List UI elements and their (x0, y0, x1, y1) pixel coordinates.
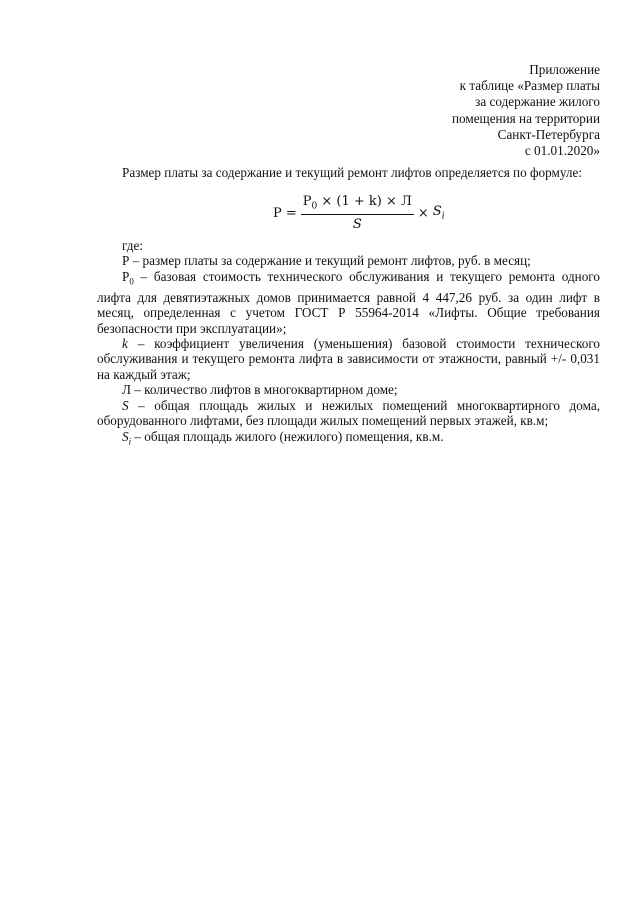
term-letter: Л (122, 382, 131, 398)
definition-text: – количество лифтов в многоквартирном доме; (130, 382, 398, 398)
formula-numerator-p: P (302, 194, 312, 210)
formula (273, 193, 445, 233)
appendix-line: за содержание жилого (475, 94, 600, 110)
definition-text: – общая площадь жилых и нежилых помещений многоквартирного дома, оборудованного лифтами, без площади жилых помещений первых этажей, кв.м; (97, 397, 600, 429)
intro-sentence: Размер платы за содержание и текущий ремонт лифтов определяется по формуле: (122, 165, 582, 180)
formula-denominator: S (352, 216, 362, 232)
formula-fraction (301, 194, 414, 232)
formula-numerator-p-sub: 0 (311, 201, 318, 212)
definitions (97, 238, 600, 450)
term-letter: k (122, 336, 128, 352)
appendix-header (452, 62, 600, 159)
definition-term (122, 428, 132, 447)
definition-item (97, 398, 600, 429)
appendix-line: с 01.01.2020» (524, 143, 600, 159)
formula-numerator-rest: × (1 + k) × Л (317, 194, 412, 210)
formula-rhs-letter: S (432, 204, 442, 220)
appendix-line: помещения на территории (451, 110, 600, 126)
definition-item (97, 429, 600, 450)
term-subscript: 0 (129, 276, 134, 287)
definition-text: – коэффициент увеличения (уменьшения) базовой стоимости технического обслуживания и текущего ремонта лифта в зависимости от этажности, равный +/- 0,031 на каждый этаж; (97, 336, 600, 382)
term-letter: Р (122, 268, 130, 284)
definition-term (122, 268, 134, 287)
definition-item (97, 253, 600, 268)
appendix-line: Санкт-Петербурга (497, 126, 600, 142)
term-subscript: i (128, 436, 132, 447)
definition-item (97, 269, 600, 336)
formula-numerator (301, 194, 414, 215)
definition-text: – общая площадь жилого (нежилого) помещения, кв.м. (131, 428, 444, 444)
definition-term (122, 398, 129, 413)
definition-item (97, 382, 600, 397)
definition-text: – размер платы за содержание и текущий ремонт лифтов, руб. в месяц; (129, 253, 531, 269)
formula-times: × (417, 205, 429, 221)
appendix-line: к таблице «Размер платы (459, 78, 600, 94)
formula-rhs-var (433, 204, 445, 222)
definition-text: – базовая стоимость технического обслуживания и текущего ремонта одного лифта для девятиэтажных домов принимается равной 4 447,26 руб. за один лифт в месяц, определенная с учетом ГОСТ Р 55964-2014 «Лифты. Общие требования безопасности при эксплуатации»; (97, 268, 600, 336)
definitions-intro: где: (122, 238, 143, 253)
definition-item (97, 336, 600, 382)
definition-term (122, 382, 131, 397)
term-letter: S (122, 397, 129, 413)
term-letter: S (122, 428, 129, 444)
term-letter: Р (122, 253, 130, 269)
formula-lhs: P = (273, 205, 297, 221)
formula-rhs-sub: i (441, 211, 445, 222)
appendix-line: Приложение (529, 62, 600, 77)
